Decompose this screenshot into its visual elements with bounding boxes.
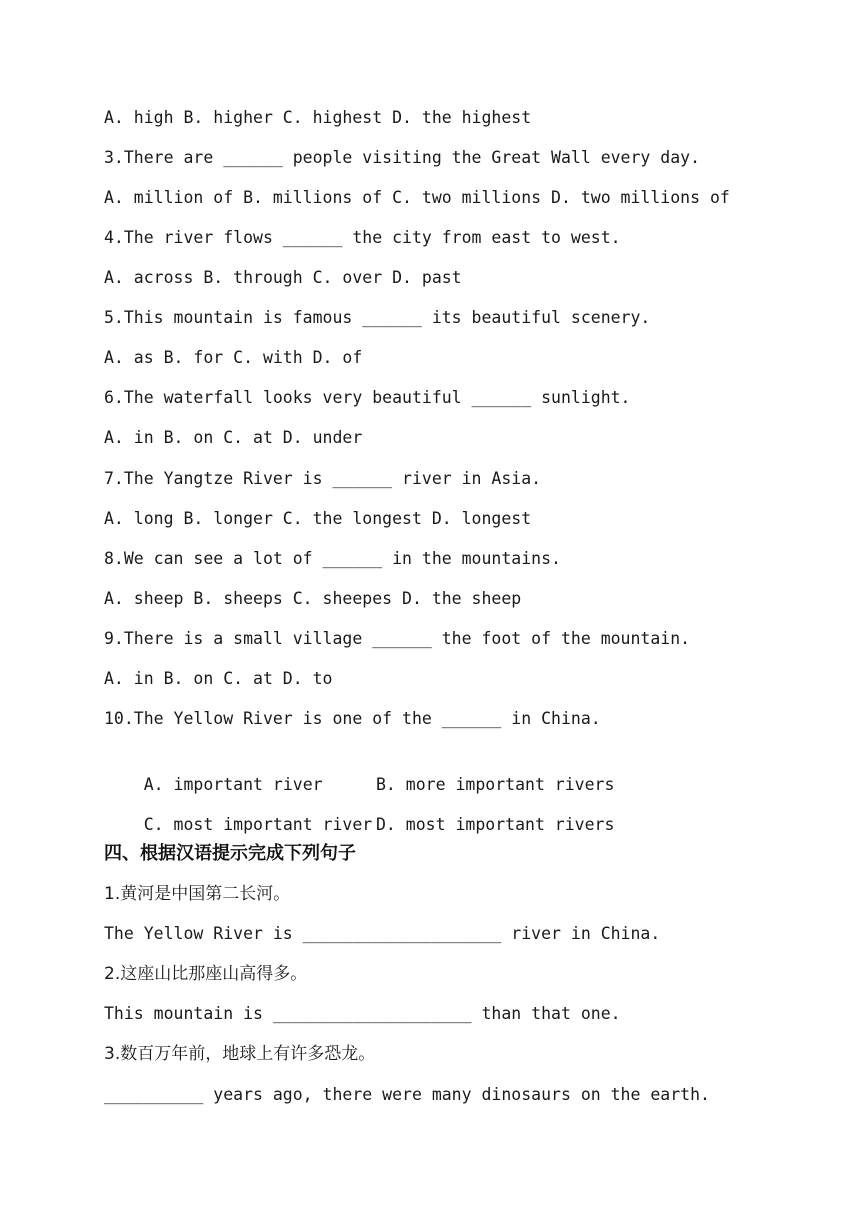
q6-options: A. in B. on C. at D. under bbox=[104, 428, 363, 447]
q4-stem: 4.The river flows ______ the city from east to west. bbox=[104, 228, 621, 247]
q7-options: A. long B. longer C. the longest D. longest bbox=[104, 509, 532, 528]
s4-item3-english: __________ years ago, there were many dinosaurs on the earth. bbox=[104, 1085, 710, 1104]
q10-option-c: C. most important river bbox=[143, 815, 373, 834]
s4-item2-chinese: 2.这座山比那座山高得多。 bbox=[104, 964, 308, 984]
q2-options: A. high B. higher C. highest D. the highest bbox=[104, 108, 532, 127]
s4-item1-english: The Yellow River is ____________________ river in China. bbox=[104, 924, 661, 943]
q9-stem: 9.There is a small village ______ the foot of the mountain. bbox=[104, 629, 691, 648]
q5-options: A. as B. for C. with D. of bbox=[104, 348, 363, 367]
q10-options-row1 bbox=[104, 746, 664, 794]
q10-stem: 10.The Yellow River is one of the ______ in China. bbox=[104, 709, 601, 728]
s4-item2-english: This mountain is ____________________ than that one. bbox=[104, 1004, 621, 1023]
q10-option-b: B. more important rivers bbox=[376, 775, 615, 794]
q4-options: A. across B. through C. over D. past bbox=[104, 268, 462, 287]
q10-options-row2 bbox=[104, 786, 664, 834]
q10-option-a: A. important river bbox=[143, 775, 323, 794]
q8-options: A. sheep B. sheeps C. sheepes D. the sheep bbox=[104, 589, 522, 608]
q9-options: A. in B. on C. at D. to bbox=[104, 669, 333, 688]
q3-options: A. million of B. millions of C. two millions D. two millions of bbox=[104, 188, 730, 207]
s4-item3-chinese: 3.数百万年前，地球上有许多恐龙。 bbox=[104, 1044, 376, 1064]
q7-stem: 7.The Yangtze River is ______ river in Asia. bbox=[104, 469, 542, 488]
q5-stem: 5.This mountain is famous ______ its beautiful scenery. bbox=[104, 308, 651, 327]
q8-stem: 8.We can see a lot of ______ in the mountains. bbox=[104, 549, 561, 568]
q3-stem: 3.There are ______ people visiting the Great Wall every day. bbox=[104, 148, 701, 167]
s4-item1-chinese: 1.黄河是中国第二长河。 bbox=[104, 884, 291, 904]
q10-option-d: D. most important rivers bbox=[376, 815, 615, 834]
q6-stem: 6.The waterfall looks very beautiful ______ sunlight. bbox=[104, 388, 631, 407]
section4-heading: 四、根据汉语提示完成下列句子 bbox=[104, 843, 356, 864]
